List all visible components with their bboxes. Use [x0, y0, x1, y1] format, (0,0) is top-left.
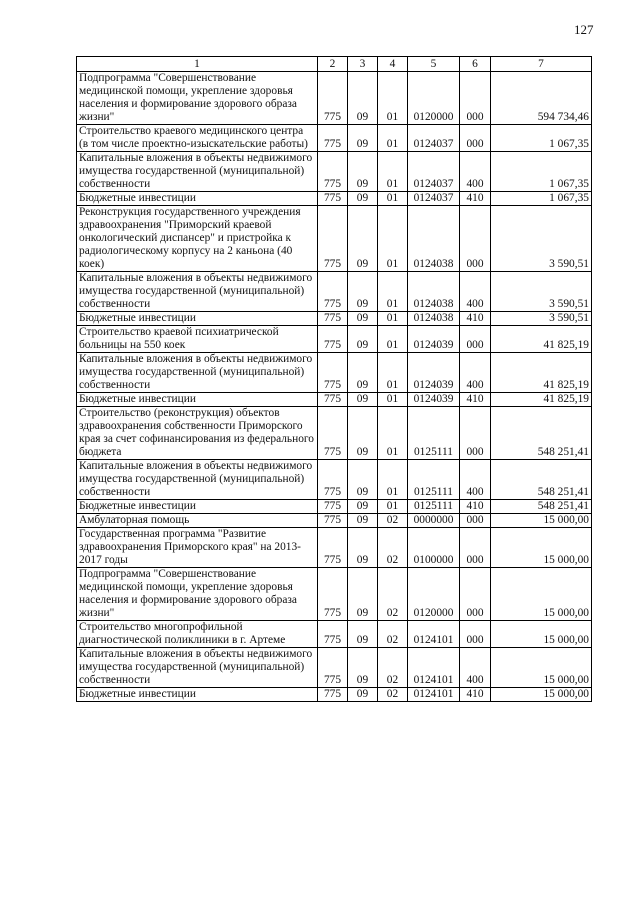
header-col-6: 6: [460, 57, 491, 72]
cell-subsection: 01: [378, 72, 408, 125]
cell-expense-type: 410: [460, 500, 491, 514]
cell-expense-type: 000: [460, 407, 491, 460]
cell-target-article: 0124038: [408, 272, 460, 312]
cell-name: Капитальные вложения в объекты недвижимого имущества государственной (муниципальной) собственности: [77, 152, 318, 192]
cell-name: Бюджетные инвестиции: [77, 393, 318, 407]
cell-admin-code: 775: [318, 500, 348, 514]
table-row: [77, 393, 592, 407]
table-row: [77, 272, 592, 312]
cell-section: 09: [348, 326, 378, 353]
cell-subsection: 02: [378, 528, 408, 568]
cell-name: Подпрограмма "Совершенствование медицинской помощи, укрепление здоровья населения и формирование здорового образа жизни": [77, 72, 318, 125]
cell-name: Бюджетные инвестиции: [77, 192, 318, 206]
header-col-5: 5: [408, 57, 460, 72]
cell-section: 09: [348, 393, 378, 407]
header-col-7: 7: [491, 57, 592, 72]
cell-subsection: 01: [378, 353, 408, 393]
table-row: [77, 621, 592, 648]
cell-section: 09: [348, 460, 378, 500]
cell-subsection: 01: [378, 312, 408, 326]
cell-admin-code: 775: [318, 621, 348, 648]
cell-target-article: 0124039: [408, 353, 460, 393]
cell-section: 09: [348, 500, 378, 514]
cell-amount: 3 590,51: [491, 312, 592, 326]
table-row: [77, 460, 592, 500]
cell-subsection: 01: [378, 206, 408, 272]
cell-expense-type: 000: [460, 326, 491, 353]
cell-subsection: 01: [378, 460, 408, 500]
header-row: [77, 57, 592, 72]
cell-target-article: 0125111: [408, 407, 460, 460]
table-row: [77, 528, 592, 568]
cell-subsection: 01: [378, 192, 408, 206]
cell-expense-type: 410: [460, 312, 491, 326]
cell-admin-code: 775: [318, 568, 348, 621]
cell-section: 09: [348, 72, 378, 125]
cell-amount: 41 825,19: [491, 353, 592, 393]
cell-admin-code: 775: [318, 206, 348, 272]
cell-section: 09: [348, 272, 378, 312]
cell-subsection: 02: [378, 621, 408, 648]
cell-expense-type: 000: [460, 206, 491, 272]
cell-target-article: 0000000: [408, 514, 460, 528]
cell-admin-code: 775: [318, 326, 348, 353]
cell-name: Строительство краевого медицинского центра (в том числе проектно-изыскательские работы): [77, 125, 318, 152]
table-row: [77, 326, 592, 353]
cell-section: 09: [348, 688, 378, 702]
cell-amount: 1 067,35: [491, 192, 592, 206]
cell-name: Капитальные вложения в объекты недвижимого имущества государственной (муниципальной) собственности: [77, 460, 318, 500]
cell-amount: 41 825,19: [491, 326, 592, 353]
table-row: [77, 192, 592, 206]
table-row: [77, 152, 592, 192]
cell-subsection: 01: [378, 152, 408, 192]
cell-amount: 548 251,41: [491, 407, 592, 460]
cell-admin-code: 775: [318, 460, 348, 500]
cell-admin-code: 775: [318, 528, 348, 568]
cell-subsection: 01: [378, 326, 408, 353]
cell-subsection: 02: [378, 688, 408, 702]
cell-section: 09: [348, 206, 378, 272]
cell-expense-type: 000: [460, 528, 491, 568]
cell-expense-type: 410: [460, 192, 491, 206]
cell-name: Амбулаторная помощь: [77, 514, 318, 528]
cell-section: 09: [348, 568, 378, 621]
cell-section: 09: [348, 407, 378, 460]
cell-admin-code: 775: [318, 192, 348, 206]
cell-subsection: 02: [378, 514, 408, 528]
cell-name: Бюджетные инвестиции: [77, 688, 318, 702]
cell-amount: 41 825,19: [491, 393, 592, 407]
cell-name: Реконструкция государственного учреждения здравоохранения "Приморский краевой онкологический диспансер" и пристройка к радиологическому корпусу на 2 каньона (40 коек): [77, 206, 318, 272]
cell-expense-type: 000: [460, 514, 491, 528]
cell-expense-type: 410: [460, 393, 491, 407]
cell-target-article: 0124101: [408, 648, 460, 688]
cell-section: 09: [348, 353, 378, 393]
cell-admin-code: 775: [318, 648, 348, 688]
cell-target-article: 0120000: [408, 72, 460, 125]
cell-admin-code: 775: [318, 688, 348, 702]
cell-expense-type: 000: [460, 568, 491, 621]
cell-expense-type: 410: [460, 688, 491, 702]
cell-name: Бюджетные инвестиции: [77, 312, 318, 326]
cell-subsection: 01: [378, 125, 408, 152]
cell-expense-type: 400: [460, 648, 491, 688]
cell-admin-code: 775: [318, 514, 348, 528]
cell-amount: 594 734,46: [491, 72, 592, 125]
table-row: [77, 688, 592, 702]
cell-expense-type: 400: [460, 152, 491, 192]
cell-expense-type: 000: [460, 125, 491, 152]
cell-target-article: 0125111: [408, 500, 460, 514]
cell-target-article: 0124039: [408, 326, 460, 353]
cell-admin-code: 775: [318, 393, 348, 407]
cell-subsection: 01: [378, 500, 408, 514]
cell-admin-code: 775: [318, 125, 348, 152]
cell-admin-code: 775: [318, 272, 348, 312]
cell-name: Капитальные вложения в объекты недвижимого имущества государственной (муниципальной) собственности: [77, 353, 318, 393]
cell-amount: 15 000,00: [491, 688, 592, 702]
cell-amount: 15 000,00: [491, 648, 592, 688]
cell-target-article: 0124101: [408, 621, 460, 648]
cell-name: Государственная программа "Развитие здравоохранения Приморского края" на 2013-2017 годы: [77, 528, 318, 568]
cell-target-article: 0125111: [408, 460, 460, 500]
header-col-4: 4: [378, 57, 408, 72]
cell-expense-type: 400: [460, 272, 491, 312]
cell-expense-type: 000: [460, 72, 491, 125]
cell-name: Капитальные вложения в объекты недвижимого имущества государственной (муниципальной) собственности: [77, 648, 318, 688]
table-row: [77, 312, 592, 326]
cell-target-article: 0100000: [408, 528, 460, 568]
cell-section: 09: [348, 648, 378, 688]
cell-amount: 548 251,41: [491, 500, 592, 514]
header-col-2: 2: [318, 57, 348, 72]
table-row: [77, 72, 592, 125]
cell-section: 09: [348, 514, 378, 528]
cell-subsection: 02: [378, 648, 408, 688]
cell-section: 09: [348, 528, 378, 568]
cell-amount: 3 590,51: [491, 206, 592, 272]
cell-amount: 15 000,00: [491, 514, 592, 528]
cell-amount: 548 251,41: [491, 460, 592, 500]
cell-section: 09: [348, 125, 378, 152]
page-number: 127: [574, 22, 594, 37]
cell-subsection: 01: [378, 272, 408, 312]
cell-target-article: 0124039: [408, 393, 460, 407]
cell-target-article: 0124037: [408, 152, 460, 192]
cell-name: Строительство многопрофильной диагностической поликлиники в г. Артеме: [77, 621, 318, 648]
cell-amount: 1 067,35: [491, 125, 592, 152]
cell-target-article: 0124037: [408, 192, 460, 206]
table-row: [77, 648, 592, 688]
cell-target-article: 0124038: [408, 312, 460, 326]
table-row: [77, 353, 592, 393]
budget-table: [76, 56, 592, 702]
table-row: [77, 125, 592, 152]
cell-admin-code: 775: [318, 152, 348, 192]
cell-subsection: 01: [378, 393, 408, 407]
cell-admin-code: 775: [318, 407, 348, 460]
cell-name: Подпрограмма "Совершенствование медицинской помощи, укрепление здоровья населения и формирование здорового образа жизни": [77, 568, 318, 621]
cell-admin-code: 775: [318, 312, 348, 326]
cell-admin-code: 775: [318, 72, 348, 125]
table-row: [77, 206, 592, 272]
cell-name: Строительство краевой психиатрической больницы на 550 коек: [77, 326, 318, 353]
cell-name: Бюджетные инвестиции: [77, 500, 318, 514]
header-col-1: 1: [77, 57, 318, 72]
table-row: [77, 514, 592, 528]
cell-amount: 15 000,00: [491, 528, 592, 568]
cell-target-article: 0120000: [408, 568, 460, 621]
table-row: [77, 568, 592, 621]
cell-amount: 15 000,00: [491, 568, 592, 621]
cell-section: 09: [348, 312, 378, 326]
table-row: [77, 500, 592, 514]
cell-subsection: 02: [378, 568, 408, 621]
cell-section: 09: [348, 621, 378, 648]
cell-subsection: 01: [378, 407, 408, 460]
cell-amount: 15 000,00: [491, 621, 592, 648]
cell-section: 09: [348, 192, 378, 206]
cell-name: Капитальные вложения в объекты недвижимого имущества государственной (муниципальной) собственности: [77, 272, 318, 312]
cell-admin-code: 775: [318, 353, 348, 393]
cell-amount: 1 067,35: [491, 152, 592, 192]
cell-expense-type: 000: [460, 621, 491, 648]
cell-target-article: 0124101: [408, 688, 460, 702]
cell-section: 09: [348, 152, 378, 192]
cell-name: Строительство (реконструкция) объектов здравоохранения собственности Приморского края за счет софинансирования из федерального бюджета: [77, 407, 318, 460]
table-row: [77, 407, 592, 460]
table-body: [77, 72, 592, 702]
cell-target-article: 0124037: [408, 125, 460, 152]
cell-amount: 3 590,51: [491, 272, 592, 312]
cell-expense-type: 400: [460, 460, 491, 500]
cell-target-article: 0124038: [408, 206, 460, 272]
cell-expense-type: 400: [460, 353, 491, 393]
header-col-3: 3: [348, 57, 378, 72]
